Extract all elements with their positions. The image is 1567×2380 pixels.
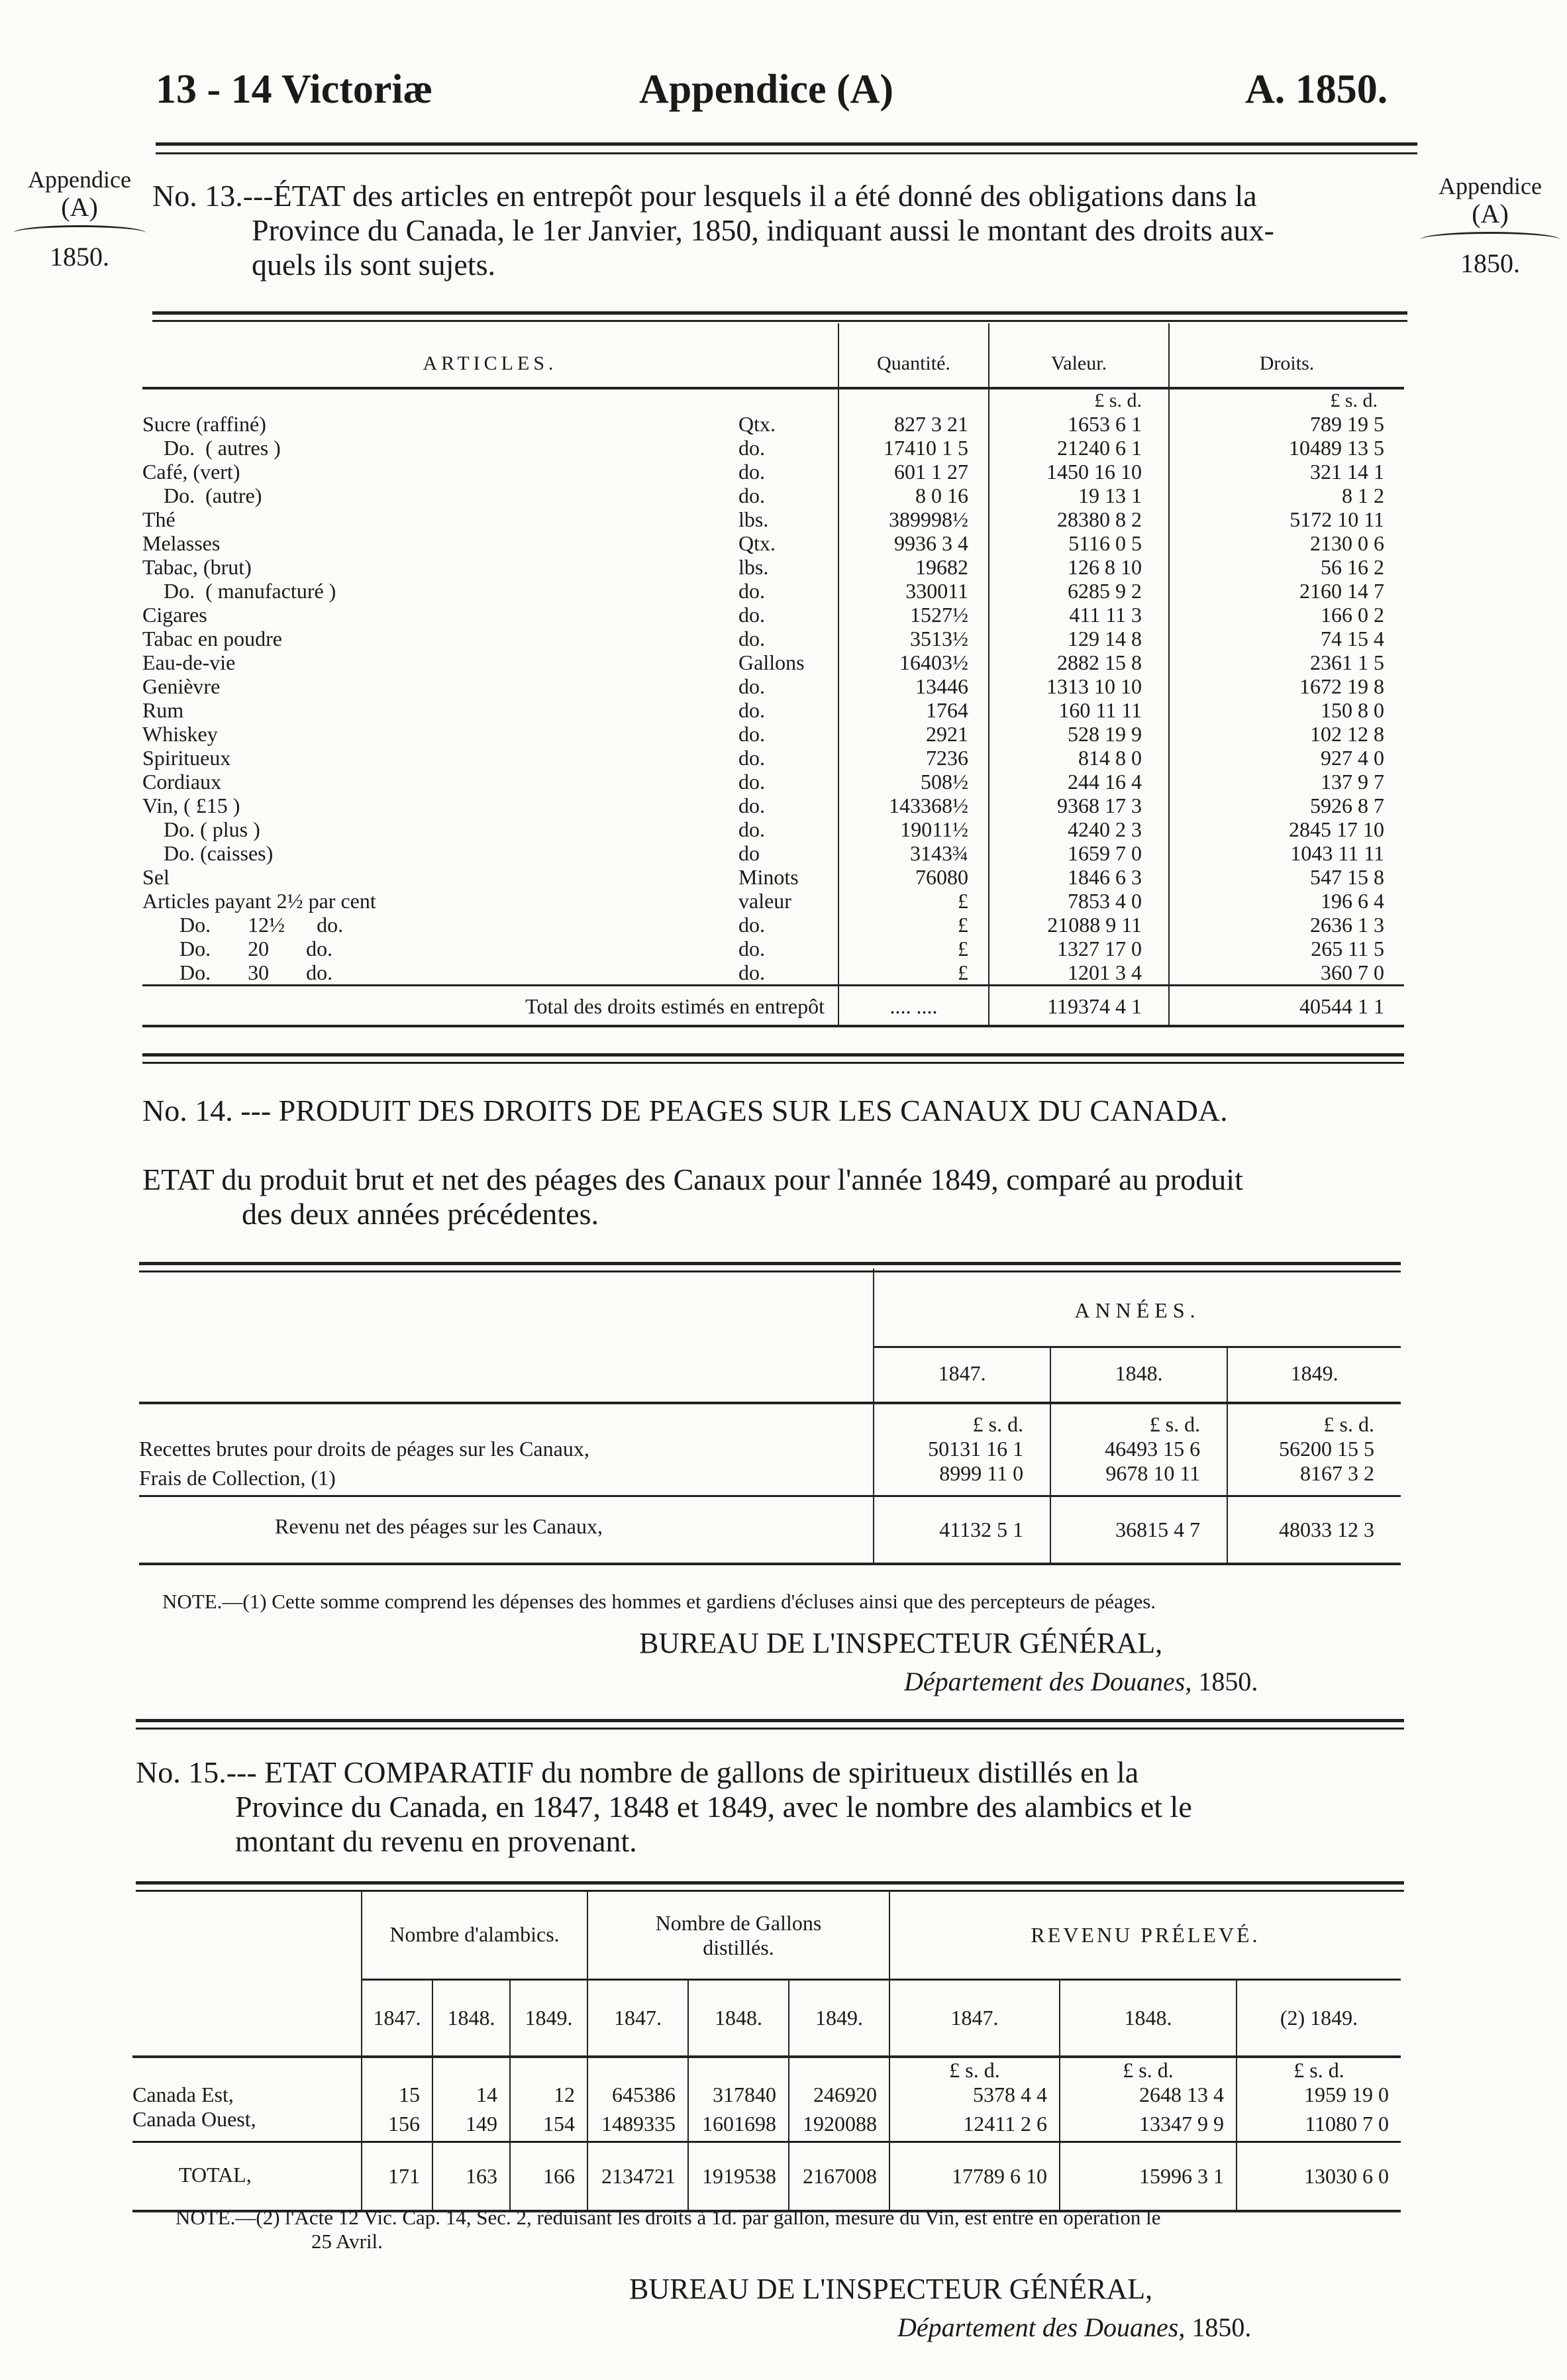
valeur-value: 6285 9 2 bbox=[989, 579, 1169, 603]
quantite-value: 17410 1 5 bbox=[838, 436, 989, 460]
s13-title bbox=[152, 179, 1417, 282]
total-label: TOTAL, bbox=[179, 2163, 252, 2187]
table-row bbox=[142, 412, 1404, 436]
droits-value: 321 14 1 bbox=[1169, 460, 1404, 484]
droits-value: 1672 19 8 bbox=[1169, 674, 1404, 698]
cell-value: 36815 4 7 bbox=[1050, 1496, 1227, 1565]
quantite-value: 1764 bbox=[838, 698, 989, 722]
header-left: 13 - 14 Victoriæ bbox=[156, 67, 433, 112]
s15-signature-line2 bbox=[897, 2312, 1251, 2343]
unit-label: do. bbox=[738, 913, 765, 937]
droits-value: 10489 13 5 bbox=[1169, 436, 1404, 460]
cell-value: 14 bbox=[432, 2083, 510, 2107]
row-label: Canada Est, bbox=[132, 2083, 234, 2106]
table-row bbox=[142, 770, 1404, 794]
s15-title bbox=[136, 1755, 1404, 1859]
net-row bbox=[139, 1496, 1401, 1565]
valeur-value: 160 11 11 bbox=[989, 698, 1169, 722]
cell-value: 48033 12 3 bbox=[1227, 1496, 1401, 1565]
total-label: Total des droits estimés en entrepôt bbox=[142, 986, 838, 1027]
droits-value: 166 0 2 bbox=[1169, 603, 1404, 627]
quantite-value: £ bbox=[838, 913, 989, 937]
valeur-value: 1846 6 3 bbox=[989, 865, 1169, 889]
currency-label: £ s. d. bbox=[1237, 2057, 1401, 2083]
rev-year: (2) 1849. bbox=[1237, 1980, 1401, 2057]
cell-value: 149 bbox=[432, 2107, 510, 2142]
table-row bbox=[142, 841, 1404, 865]
table-row bbox=[142, 531, 1404, 555]
unit-label: do. bbox=[738, 937, 765, 960]
cell-value: 12 bbox=[510, 2083, 587, 2107]
cell-value: 1601698 bbox=[688, 2107, 789, 2142]
currency-label: £ s. d. bbox=[989, 388, 1169, 412]
cell-value: 11080 7 0 bbox=[1237, 2107, 1401, 2142]
valeur-value: 1653 6 1 bbox=[989, 412, 1169, 436]
valeur-value: 814 8 0 bbox=[989, 746, 1169, 770]
s15-note bbox=[176, 2206, 1401, 2253]
cell-value: 41132 5 1 bbox=[874, 1496, 1050, 1565]
unit-label: Qtx. bbox=[738, 531, 776, 555]
valeur-value: 21088 9 11 bbox=[989, 913, 1169, 937]
s15-title-line3: montant du revenu en provenant. bbox=[235, 1824, 637, 1858]
s14-signature-year: 1850. bbox=[1198, 1667, 1258, 1696]
s15-header-rule bbox=[136, 1881, 1404, 1892]
table-row bbox=[142, 698, 1404, 722]
quantite-value: £ bbox=[838, 889, 989, 913]
unit-label: do. bbox=[738, 627, 765, 650]
article-name: Café, (vert) bbox=[142, 460, 240, 484]
droits-value: 196 6 4 bbox=[1169, 889, 1404, 913]
side-note-right-line2: (A) bbox=[1472, 199, 1509, 229]
h-alambics: Nombre d'alambics. bbox=[362, 1891, 587, 1980]
al-year: 1847. bbox=[362, 1980, 432, 2057]
table-row bbox=[139, 1437, 1401, 1461]
cell-value: 8999 11 0 bbox=[874, 1461, 1050, 1496]
unit-label: do. bbox=[738, 579, 765, 603]
cell-value: 317840 bbox=[688, 2083, 789, 2107]
unit-label: do. bbox=[738, 698, 765, 722]
article-name: Spiritueux bbox=[142, 746, 231, 770]
valeur-value: 9368 17 3 bbox=[989, 794, 1169, 817]
year-1847: 1847. bbox=[874, 1347, 1050, 1404]
currency-label: £ s. d. bbox=[1169, 388, 1404, 412]
table-row bbox=[142, 794, 1404, 817]
annees-header: ANNÉES. bbox=[874, 1268, 1401, 1347]
quantite-value: 3513½ bbox=[838, 627, 989, 650]
col-head-valeur: Valeur. bbox=[989, 323, 1169, 388]
unit-label: do. bbox=[738, 794, 765, 817]
article-name: Rum bbox=[142, 698, 184, 722]
valeur-value: 7853 4 0 bbox=[989, 889, 1169, 913]
year-1848: 1848. bbox=[1050, 1347, 1227, 1404]
side-note-left-line3: 1850. bbox=[50, 242, 109, 272]
s15-signature-year: 1850. bbox=[1191, 2312, 1252, 2342]
brace-mark bbox=[1421, 232, 1560, 247]
cell-value: 1489335 bbox=[587, 2107, 688, 2142]
cell-value: 171 bbox=[362, 2142, 432, 2212]
cell-value: 12411 2 6 bbox=[889, 2107, 1060, 2142]
rev-year: 1848. bbox=[1060, 1980, 1237, 2057]
side-note-right-line3: 1850. bbox=[1460, 248, 1520, 278]
article-name: Tabac, (brut) bbox=[142, 555, 252, 579]
quantite-value: 827 3 21 bbox=[838, 412, 989, 436]
article-name: Thé bbox=[142, 507, 176, 531]
table-row bbox=[139, 1461, 1401, 1496]
unit-label: do. bbox=[738, 460, 765, 484]
gal-year: 1847. bbox=[587, 1980, 688, 2057]
header-center: Appendice (A) bbox=[639, 67, 894, 112]
droits-value: 2160 14 7 bbox=[1169, 579, 1404, 603]
row-label: Recettes brutes pour droits de péages sur les Canaux, bbox=[139, 1437, 589, 1461]
cell-value: 13030 6 0 bbox=[1237, 2142, 1401, 2212]
droits-value: 1043 11 11 bbox=[1169, 841, 1404, 865]
s14-subtitle bbox=[142, 1163, 1407, 1231]
quantite-value: 19011½ bbox=[838, 817, 989, 841]
table-row bbox=[142, 579, 1404, 603]
valeur-value: 1201 3 4 bbox=[989, 960, 1169, 986]
valeur-value: 4240 2 3 bbox=[989, 817, 1169, 841]
quantite-value: 330011 bbox=[838, 579, 989, 603]
article-name: Vin, ( £15 ) bbox=[142, 794, 240, 817]
side-note-right bbox=[1421, 172, 1560, 278]
droits-value: 789 19 5 bbox=[1169, 412, 1404, 436]
unit-label: lbs. bbox=[738, 555, 769, 579]
quantite-value: 13446 bbox=[838, 674, 989, 698]
header-rule bbox=[156, 142, 1417, 154]
droits-value: 927 4 0 bbox=[1169, 746, 1404, 770]
droits-value: 102 12 8 bbox=[1169, 722, 1404, 746]
table-row bbox=[142, 937, 1404, 960]
quantite-value: 389998½ bbox=[838, 507, 989, 531]
row-label: Frais de Collection, (1) bbox=[139, 1466, 336, 1490]
table-row bbox=[142, 436, 1404, 460]
s13-title-line1: No. 13.---ÉTAT des articles en entrepôt pour lesquels il a été donné des obligations dans la bbox=[152, 179, 1257, 213]
quantite-value: 19682 bbox=[838, 555, 989, 579]
cell-value: 1959 19 0 bbox=[1237, 2083, 1401, 2107]
brace-mark bbox=[13, 225, 146, 240]
cell-value: 2648 13 4 bbox=[1060, 2083, 1237, 2107]
valeur-value: 28380 8 2 bbox=[989, 507, 1169, 531]
currency-label: £ s. d. bbox=[1060, 2057, 1237, 2083]
col-head-quantite: Quantité. bbox=[838, 323, 989, 388]
droits-value: 137 9 7 bbox=[1169, 770, 1404, 794]
valeur-value: 1313 10 10 bbox=[989, 674, 1169, 698]
droits-value: 547 15 8 bbox=[1169, 865, 1404, 889]
valeur-value: 1327 17 0 bbox=[989, 937, 1169, 960]
s13-bottom-rule bbox=[142, 1053, 1404, 1064]
unit-label: Qtx. bbox=[738, 412, 776, 436]
article-name: Do. 12½ do. bbox=[142, 913, 344, 937]
article-name: Sel bbox=[142, 865, 170, 889]
table-row bbox=[142, 674, 1404, 698]
quantite-value: 2921 bbox=[838, 722, 989, 746]
currency-label: £ s. d. bbox=[1050, 1403, 1227, 1437]
quantite-value: 1527½ bbox=[838, 603, 989, 627]
quantite-value: 143368½ bbox=[838, 794, 989, 817]
quantite-value: 8 0 16 bbox=[838, 484, 989, 507]
cell-value: 50131 16 1 bbox=[874, 1437, 1050, 1461]
cell-value: 9678 10 11 bbox=[1050, 1461, 1227, 1496]
s15-title-line1: No. 15.--- ETAT COMPARATIF du nombre de gallons de spiritueux distillés en la bbox=[136, 1755, 1139, 1789]
gal-year: 1849. bbox=[789, 1980, 889, 2057]
article-name: Do. ( manufacturé ) bbox=[142, 579, 336, 603]
valeur-value: 244 16 4 bbox=[989, 770, 1169, 794]
cell-value: 1920088 bbox=[789, 2107, 889, 2142]
quantite-value: 16403½ bbox=[838, 650, 989, 674]
article-name: Whiskey bbox=[142, 722, 218, 746]
s15-title-line2: Province du Canada, en 1847, 1848 et 1849, avec le nombre des alambics et le bbox=[235, 1790, 1192, 1824]
s14-table bbox=[139, 1268, 1401, 1565]
s14-subtitle-line2: des deux années précédentes. bbox=[242, 1197, 599, 1231]
rev-year: 1847. bbox=[889, 1980, 1060, 2057]
article-name: Melasses bbox=[142, 531, 221, 555]
droits-value: 74 15 4 bbox=[1169, 627, 1404, 650]
valeur-value: 5116 0 5 bbox=[989, 531, 1169, 555]
table-row bbox=[142, 650, 1404, 674]
cell-value: 163 bbox=[432, 2142, 510, 2212]
table-row bbox=[142, 507, 1404, 531]
unit-label: Minots bbox=[738, 865, 799, 889]
quantite-value: 9936 3 4 bbox=[838, 531, 989, 555]
valeur-value: 19 13 1 bbox=[989, 484, 1169, 507]
s14-note: NOTE.—(1) Cette somme comprend les dépenses des hommes et gardiens d'écluses ainsi que des percepteurs de péages. bbox=[162, 1590, 1156, 1613]
cell-value: 13347 9 9 bbox=[1060, 2107, 1237, 2142]
total-qty: .... .... bbox=[838, 986, 989, 1027]
unit-label: Gallons bbox=[738, 650, 805, 674]
cell-value: 156 bbox=[362, 2107, 432, 2142]
cell-value: 645386 bbox=[587, 2083, 688, 2107]
table-row bbox=[142, 913, 1404, 937]
article-name: Genièvre bbox=[142, 674, 221, 698]
article-name: Articles payant 2½ par cent bbox=[142, 889, 376, 913]
h-gallons: Nombre de Gallons distillés. bbox=[587, 1891, 889, 1980]
quantite-value: £ bbox=[838, 960, 989, 986]
unit-label: do. bbox=[738, 817, 765, 841]
s15-signature-dept: Département des Douanes, bbox=[897, 2312, 1186, 2342]
unit-label: do. bbox=[738, 436, 765, 460]
cell-value: 1919538 bbox=[688, 2142, 789, 2212]
droits-value: 2361 1 5 bbox=[1169, 650, 1404, 674]
table-row bbox=[142, 960, 1404, 986]
total-valeur: 119374 4 1 bbox=[989, 986, 1169, 1027]
quantite-value: 508½ bbox=[838, 770, 989, 794]
table-row bbox=[142, 746, 1404, 770]
quantite-value: £ bbox=[838, 937, 989, 960]
article-name: Do. (caisses) bbox=[142, 841, 274, 865]
total-droits: 40544 1 1 bbox=[1169, 986, 1404, 1027]
article-name: Eau-de-vie bbox=[142, 650, 236, 674]
unit-label: do. bbox=[738, 960, 765, 984]
row-label: Canada Ouest, bbox=[132, 2107, 256, 2131]
valeur-value: 21240 6 1 bbox=[989, 436, 1169, 460]
article-name: Do. 20 do. bbox=[142, 937, 333, 960]
droits-value: 360 7 0 bbox=[1169, 960, 1404, 986]
cell-value: 17789 6 10 bbox=[889, 2142, 1060, 2212]
cell-value: 8167 3 2 bbox=[1227, 1461, 1401, 1496]
s13-top-rule bbox=[152, 311, 1407, 322]
article-name: Do. 30 do. bbox=[142, 960, 333, 984]
s14-subtitle-line1: ETAT du produit brut et net des péages des Canaux pour l'année 1849, comparé au produit bbox=[142, 1163, 1243, 1196]
cell-value: 5378 4 4 bbox=[889, 2083, 1060, 2107]
valeur-value: 1450 16 10 bbox=[989, 460, 1169, 484]
table-row bbox=[132, 2083, 1401, 2107]
total-row bbox=[132, 2142, 1401, 2212]
currency-label: £ s. d. bbox=[874, 1403, 1050, 1437]
article-name: Do. (autre) bbox=[142, 484, 262, 507]
year-1849: 1849. bbox=[1227, 1347, 1401, 1404]
article-name: Cigares bbox=[142, 603, 207, 627]
unit-label: do. bbox=[738, 603, 765, 627]
valeur-value: 2882 15 8 bbox=[989, 650, 1169, 674]
table-row bbox=[142, 484, 1404, 507]
valeur-value: 1659 7 0 bbox=[989, 841, 1169, 865]
col-head-articles: ARTICLES. bbox=[142, 323, 838, 388]
table-row bbox=[142, 865, 1404, 889]
cell-value: 15 bbox=[362, 2083, 432, 2107]
s13-title-line3: quels ils sont sujets. bbox=[252, 248, 496, 282]
cell-value: 2134721 bbox=[587, 2142, 688, 2212]
table-row bbox=[142, 555, 1404, 579]
cell-value: 246920 bbox=[789, 2083, 889, 2107]
valeur-value: 129 14 8 bbox=[989, 627, 1169, 650]
valeur-value: 411 11 3 bbox=[989, 603, 1169, 627]
s15-signature-line1: BUREAU DE L'INSPECTEUR GÉNÉRAL, bbox=[629, 2273, 1153, 2305]
cell-value: 166 bbox=[510, 2142, 587, 2212]
quantite-value: 3143¾ bbox=[838, 841, 989, 865]
unit-label: do. bbox=[738, 746, 765, 770]
droits-value: 2845 17 10 bbox=[1169, 817, 1404, 841]
table-row bbox=[142, 817, 1404, 841]
unit-label: do bbox=[738, 841, 760, 865]
col-head-droits: Droits. bbox=[1169, 323, 1404, 388]
net-label: Revenu net des péages sur les Canaux, bbox=[275, 1514, 603, 1538]
cell-value: 2167008 bbox=[789, 2142, 889, 2212]
droits-value: 56 16 2 bbox=[1169, 555, 1404, 579]
unit-label: do. bbox=[738, 674, 765, 698]
article-name: Cordiaux bbox=[142, 770, 222, 794]
s14-heading: No. 14. --- PRODUIT DES DROITS DE PEAGES SUR LES CANAUX DU CANADA. bbox=[142, 1094, 1228, 1127]
unit-label: do. bbox=[738, 770, 765, 794]
s14-signature-line1: BUREAU DE L'INSPECTEUR GÉNÉRAL, bbox=[639, 1627, 1163, 1659]
cell-value: 56200 15 5 bbox=[1227, 1437, 1401, 1461]
side-note-right-line1: Appendice bbox=[1439, 173, 1542, 199]
table-row bbox=[142, 627, 1404, 650]
s13-table bbox=[142, 323, 1404, 1027]
article-name: Tabac en poudre bbox=[142, 627, 282, 650]
s14-signature-line2 bbox=[904, 1666, 1258, 1697]
cell-value: 154 bbox=[510, 2107, 587, 2142]
droits-value: 2636 1 3 bbox=[1169, 913, 1404, 937]
unit-label: lbs. bbox=[738, 507, 769, 531]
side-note-left-line2: (A) bbox=[61, 192, 98, 222]
valeur-value: 126 8 10 bbox=[989, 555, 1169, 579]
total-row bbox=[142, 986, 1404, 1027]
h-revenu: REVENU PRÉLEVÉ. bbox=[889, 1891, 1401, 1980]
s15-table bbox=[132, 1891, 1401, 2212]
unit-label: do. bbox=[738, 484, 765, 507]
side-note-left-line1: Appendice bbox=[28, 166, 131, 193]
quantite-value: 7236 bbox=[838, 746, 989, 770]
s14-signature-dept: Département des Douanes, bbox=[904, 1667, 1192, 1696]
al-year: 1848. bbox=[432, 1980, 510, 2057]
article-name: Do. ( plus ) bbox=[142, 817, 260, 841]
currency-label: £ s. d. bbox=[889, 2057, 1060, 2083]
s15-top-rule bbox=[136, 1719, 1404, 1730]
article-name: Do. ( autres ) bbox=[142, 436, 281, 460]
cell-value: 15996 3 1 bbox=[1060, 2142, 1237, 2212]
unit-label: do. bbox=[738, 722, 765, 746]
droits-value: 150 8 0 bbox=[1169, 698, 1404, 722]
quantite-value: 601 1 27 bbox=[838, 460, 989, 484]
droits-value: 2130 0 6 bbox=[1169, 531, 1404, 555]
table-row bbox=[142, 460, 1404, 484]
article-name: Sucre (raffiné) bbox=[142, 412, 266, 436]
side-note-left bbox=[13, 166, 146, 271]
droits-value: 265 11 5 bbox=[1169, 937, 1404, 960]
s15-note-line2: 25 Avril. bbox=[311, 2230, 383, 2253]
table-row bbox=[142, 889, 1404, 913]
table-row bbox=[142, 603, 1404, 627]
currency-label: £ s. d. bbox=[1227, 1403, 1401, 1437]
header-right: A. 1850. bbox=[1245, 67, 1388, 112]
unit-label: valeur bbox=[738, 889, 791, 913]
valeur-value: 528 19 9 bbox=[989, 722, 1169, 746]
quantite-value: 76080 bbox=[838, 865, 989, 889]
droits-value: 5926 8 7 bbox=[1169, 794, 1404, 817]
cell-value: 46493 15 6 bbox=[1050, 1437, 1227, 1461]
al-year: 1849. bbox=[510, 1980, 587, 2057]
table-row bbox=[142, 722, 1404, 746]
s15-note-line1: NOTE.—(2) l'Acte 12 Vic. Cap. 14, Sec. 2, réduisant les droits à 1d. par gallon, mesure du Vin, est entré en opération le bbox=[176, 2206, 1161, 2229]
s13-title-line2: Province du Canada, le 1er Janvier, 1850, indiquant aussi le montant des droits aux- bbox=[252, 213, 1274, 247]
droits-value: 5172 10 11 bbox=[1169, 507, 1404, 531]
droits-value: 8 1 2 bbox=[1169, 484, 1404, 507]
gal-year: 1848. bbox=[688, 1980, 789, 2057]
table-row bbox=[132, 2107, 1401, 2142]
